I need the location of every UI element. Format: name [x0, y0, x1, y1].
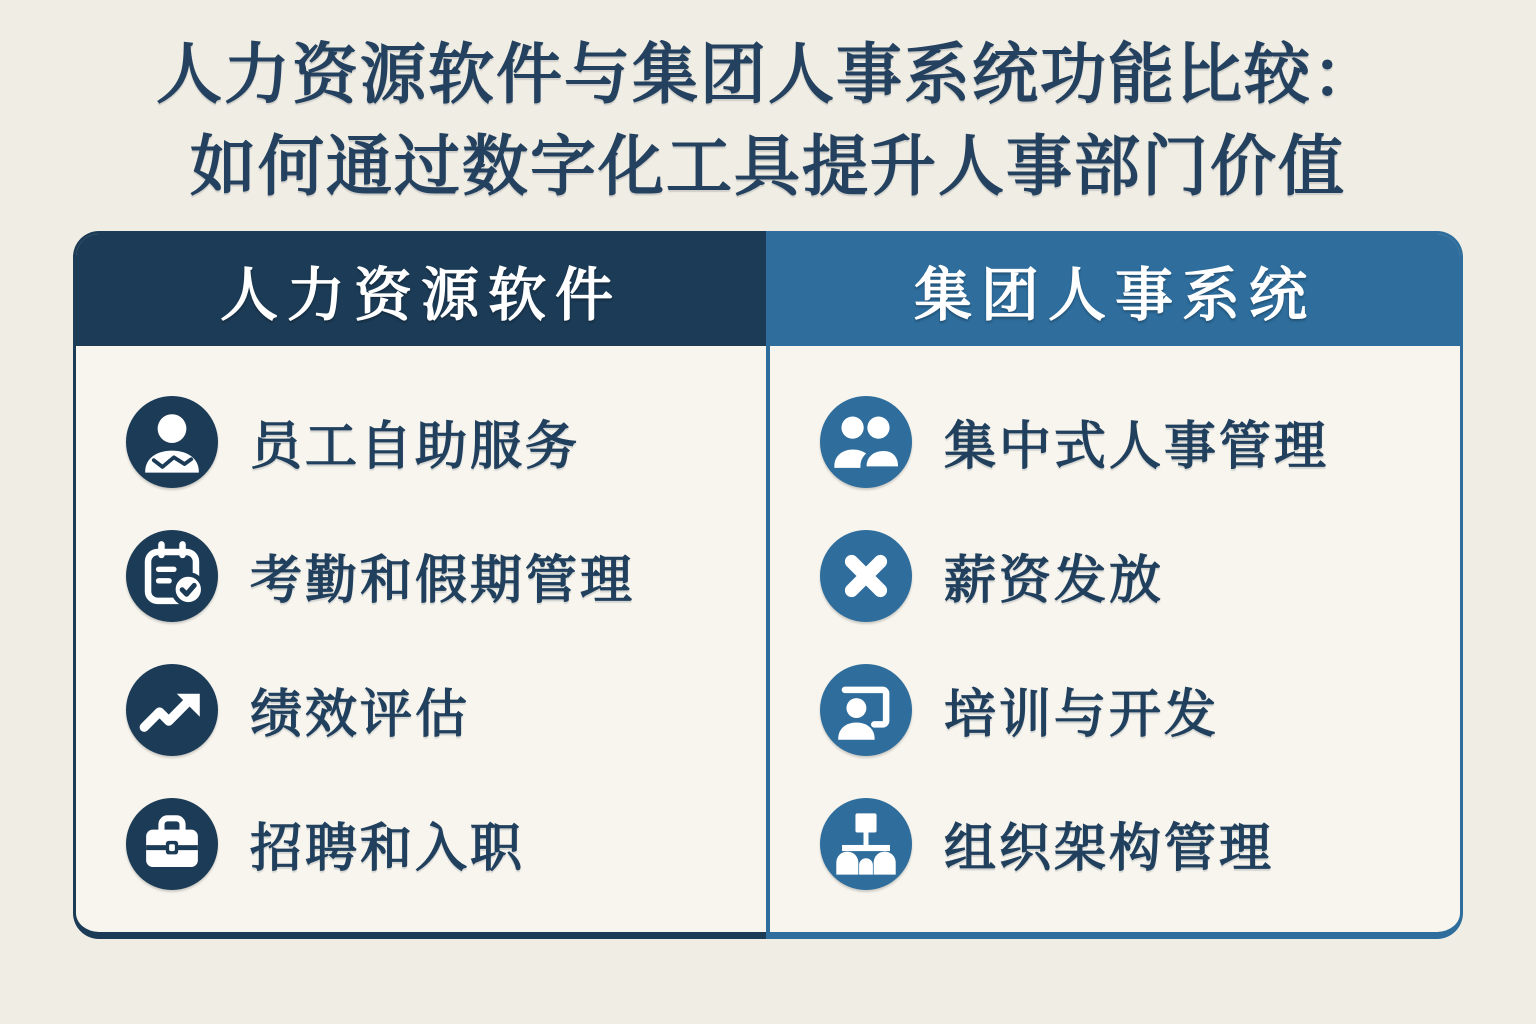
- feature-row-recruiting-onboarding: [126, 798, 746, 890]
- org-chart-icon: [820, 798, 912, 890]
- feature-label: 员工自助服务: [250, 418, 581, 477]
- feature-row-employee-self-service: [126, 396, 746, 488]
- calendar-check-icon: [126, 530, 218, 622]
- feature-label: 薪资发放: [944, 552, 1165, 611]
- feature-row-centralized-hr: [820, 396, 1440, 488]
- feature-label: 考勤和假期管理: [250, 552, 636, 611]
- feature-label: 组织架构管理: [944, 820, 1275, 879]
- column-header-hr-software: [76, 234, 766, 346]
- feature-label: 绩效评估: [250, 686, 471, 745]
- column-header-group-hr-system: [770, 234, 1460, 346]
- column-body-hr-software: [76, 346, 766, 932]
- page-title-line1: 人力资源软件与集团人事系统功能比较：: [156, 37, 1380, 111]
- page-title: [0, 0, 1536, 213]
- briefcase-icon: [126, 798, 218, 890]
- feature-label: 招聘和入职: [250, 820, 526, 879]
- x-icon: [820, 530, 912, 622]
- comparison-table: [73, 231, 1463, 939]
- column-header-label: 集团人事系统: [913, 262, 1316, 328]
- feature-row-payroll: [820, 530, 1440, 622]
- feature-row-org-structure: [820, 798, 1440, 890]
- people-icon: [820, 396, 912, 488]
- feature-row-performance-review: [126, 664, 746, 756]
- feature-label: 培训与开发: [944, 686, 1220, 745]
- column-hr-software: [73, 231, 766, 939]
- feature-row-attendance-leave: [126, 530, 746, 622]
- training-presentation-icon: [820, 664, 912, 756]
- column-header-label: 人力资源软件: [219, 262, 622, 328]
- page-title-line2: 如何通过数字化工具提升人事部门价值: [190, 129, 1346, 204]
- trending-up-icon: [126, 664, 218, 756]
- column-group-hr-system: [766, 231, 1463, 939]
- user-avatar-icon: [126, 396, 218, 488]
- feature-row-training-development: [820, 664, 1440, 756]
- feature-label: 集中式人事管理: [944, 418, 1330, 477]
- column-body-group-hr-system: [770, 346, 1460, 932]
